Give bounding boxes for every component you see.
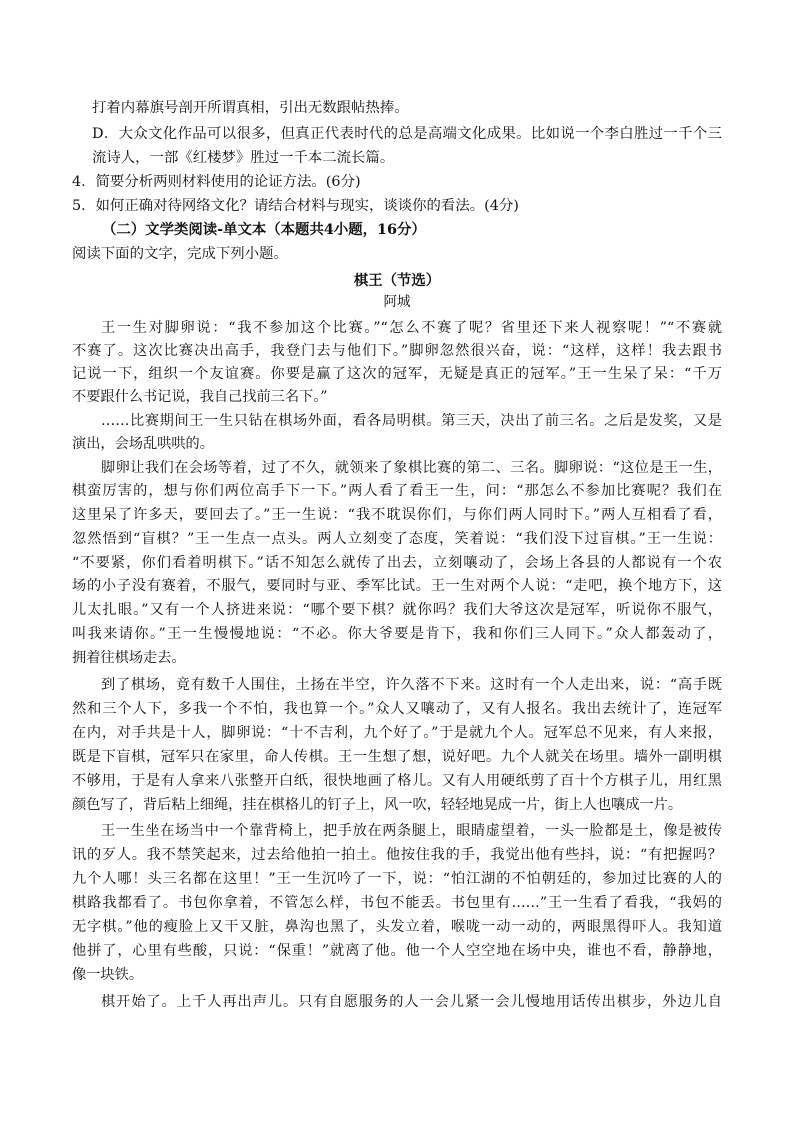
story-line: 讯的歹人。我不禁笑起来，过去给他拍一拍土。他按住我的手，我觉出他有些抖，说：“有把握吗？ [72,847,722,863]
option-d-line2: 流诗人，一部《红楼梦》胜过一千本二流长篇。 [92,150,395,166]
story-line: 儿太扎眼。”又有一个人挤进来说：“哪个要下棋？就你吗？我们大爷这次是冠军，听说你不服气， [72,602,722,618]
story-line: 九个人哪！头三名都在这里！”王一生沉吟了一下，说：“怕江湖的不怕朝廷的，参加过比赛的人的 [72,871,722,887]
story-line: 不赛了。这次比赛决出高手，我登门去与他们下。”脚卵忽然很兴奋，说：“这样，这样！我去跟书 [72,343,722,359]
story-line: 不要跟什么书记说，我自己找前三名下。” [72,389,328,405]
story-line: 既是下盲棋，冠军只在家里，命人传棋。王一生想了想，说好吧。九个人就关在场里。墙外一副明棋 [72,749,722,765]
story-author: 阿城 [383,294,411,310]
section-heading: （二）文学类阅读-单文本（本题共4小题，16分） [102,221,426,238]
story-line: 像一块铁。 [72,967,143,983]
passage-continuation-line: 打着内幕旗号剖开所谓真相，引出无数跟帖热捧。 [92,100,409,116]
question-4: 4．简要分析两则材料使用的论证方法。(6分) [72,174,361,190]
story-line: “不要紧，你们看着明棋下。”话不知怎么就传了出去，立刻嚷动了，会场上各县的人都说有一个农 [72,555,722,571]
section-instruction: 阅读下面的文字，完成下列小题。 [72,246,288,262]
story-line: 王一生对脚卵说：“我不参加这个比赛。”“怎么不赛了呢？省里还下来人视察呢！”“不赛就 [101,320,722,336]
story-line: 棋开始了。上千人再出声儿。只有自愿服务的人一会儿紧一会儿慢地用话传出棋步，外边儿自 [101,994,722,1010]
story-line: 场的小子没有赛着，不服气，要同时与亚、季军比试。王一生对两个人说：“走吧，换个地方下，这 [72,578,722,594]
story-line: ……比赛期间王一生只钻在棋场外面，看各局明棋。第三天，决出了前三名。之后是发奖，又是 [101,413,722,429]
story-line: 拥着往棋场走去。 [72,650,186,666]
story-line: 然和三个人下，多我一个不怕，我也算一个。”众人又嚷动了，又有人报名。我出去统计了，连冠军 [72,701,722,717]
story-line: 忽然悟到“盲棋？”王一生点一点头。两人立刻变了态度，笑着说：“我们没下过盲棋。”王一生说： [72,531,722,547]
story-line: 叫我来请你。”王一生慢慢地说：“不必。你大爷要是肯下，我和你们三人同下。”众人都轰动了， [72,626,722,642]
story-line: 演出，会场乱哄哄的。 [72,436,214,452]
story-line: 棋蛮厉害的，想与你们两位高手下一下。”两人看了看王一生，问：“那怎么不参加比赛呢？我们在 [72,483,722,499]
story-line: 脚卵让我们在会场等着，过了不久，就领来了象棋比赛的第二、三名。脚卵说：“这位是王一生， [101,460,722,476]
story-line: 这里呆了许多天，要回去了。”王一生说：“我不耽误你们，与你们两人同时下。”两人互相看了看， [72,507,722,523]
story-line: 颜色写了，背后粘上细绳，挂在棋格儿的钉子上，风一吹，轻轻地晃成一片，街上人也嚷成一片。 [72,797,683,813]
story-line: 王一生坐在场当中一个靠背椅上，把手放在两条腿上，眼睛虚望着，一头一脸都是土，像是被传 [101,823,722,839]
option-d-line1: D．大众文化作品可以很多，但真正代表时代的总是高端文化成果。比如说一个李白胜过一千个三 [92,126,722,142]
story-line: 无字棋。”他的瘦脸上又干又脏，鼻沟也黑了，头发立着，喉咙一动一动的，两眼黑得吓人。我知道 [72,919,722,935]
story-title: 棋王（节选） [353,272,441,289]
story-line: 他拼了，心里有些酸，只说：“保重！”就离了他。他一个人空空地在场中央，谁也不看，静静地， [72,943,722,959]
story-line: 记说一下，组织一个友谊赛。你要是赢了这次的冠军，无疑是真正的冠军。”王一生呆了呆：“千万 [72,366,722,382]
story-line: 不够用，于是有人拿来八张整开白纸，很快地画了格儿。又有人用硬纸剪了百十个方棋子儿，用红黑 [72,773,722,789]
question-5: 5．如何正确对待网络文化？请结合材料与现实，谈谈你的看法。(4分) [72,198,519,214]
story-line: 在内，对手共是十人，脚卵说：“十不吉利，九个好了。”于是就九个人。冠军总不见来，有人来报， [72,725,722,741]
story-line: 棋路我都看了。书包你拿着，不管怎么样，书包不能丢。书包里有……”王一生看了看我，“我妈的 [72,895,722,911]
story-line: 到了棋场，竟有数千人围住，土扬在半空，许久落不下来。这时有一个人走出来，说：“高手既 [101,677,722,693]
